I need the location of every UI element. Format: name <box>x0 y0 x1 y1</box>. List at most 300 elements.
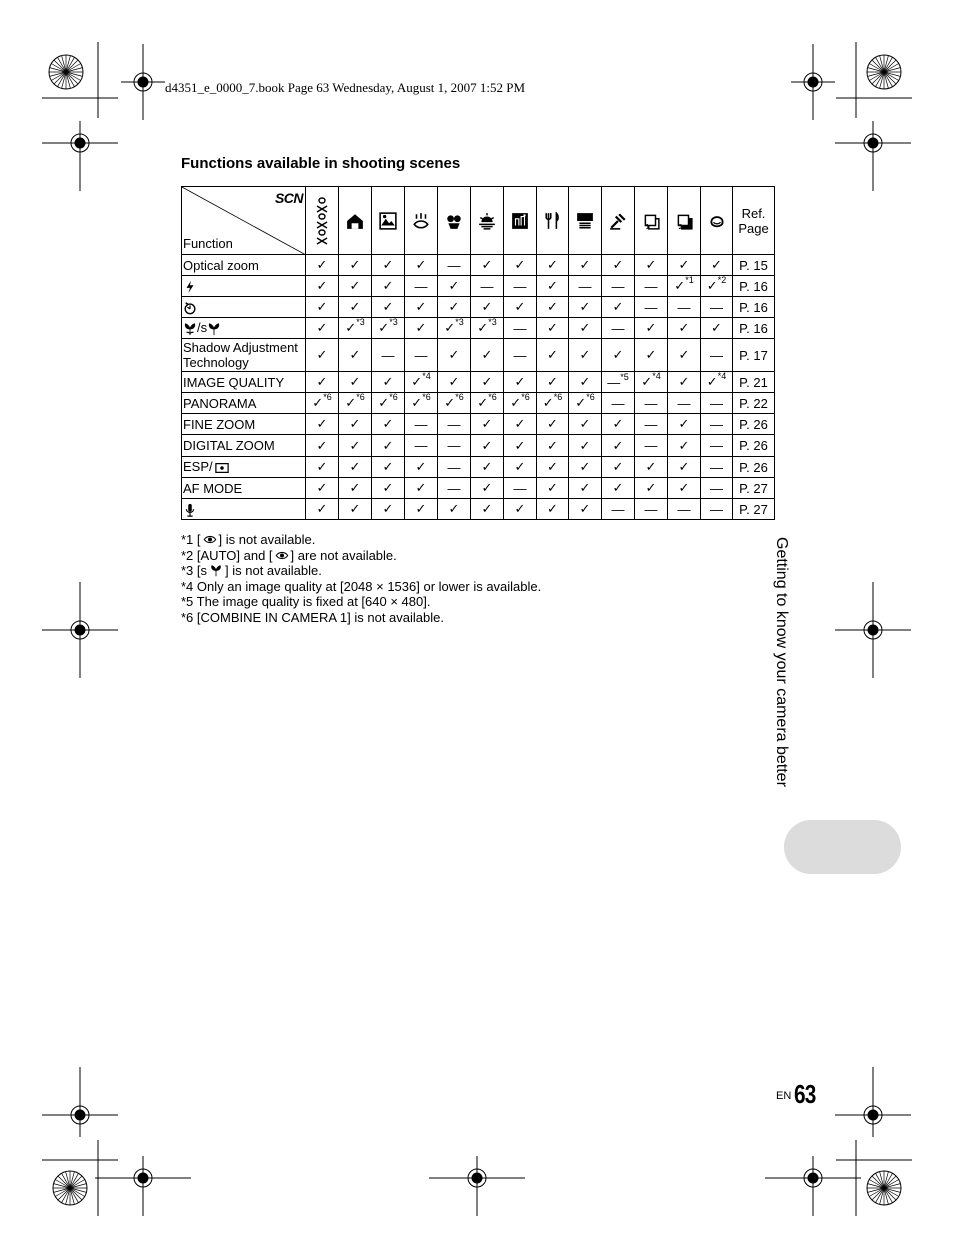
check-mark: ✓ <box>378 320 390 335</box>
table-cell <box>339 435 372 457</box>
table-cell <box>471 372 504 393</box>
footnote-ref: *3 <box>389 317 398 327</box>
table-cell <box>306 457 339 478</box>
table-cell <box>339 457 372 478</box>
night-icon <box>511 212 529 230</box>
footnote-ref: *6 <box>323 392 332 402</box>
check-mark: ✓ <box>477 395 489 410</box>
check-mark: ✓ <box>382 257 394 272</box>
table-cell <box>339 276 372 297</box>
dash-mark: — <box>578 278 592 294</box>
table-cell <box>471 435 504 457</box>
function-label <box>182 297 306 318</box>
table-cell <box>602 255 635 276</box>
table-cell <box>339 393 372 414</box>
check-mark: ✓ <box>411 374 423 389</box>
cuisine-icon <box>544 212 562 230</box>
function-label: AF MODE <box>182 478 306 499</box>
table-cell <box>339 339 372 372</box>
check-mark: ✓ <box>477 320 489 335</box>
check-mark: ✓ <box>514 437 526 453</box>
function-label <box>182 276 306 297</box>
table-cell <box>569 499 602 520</box>
check-mark: ✓ <box>345 320 357 335</box>
table-cell <box>471 276 504 297</box>
table-cell <box>405 339 438 372</box>
ref-page: P. 21 <box>733 372 775 393</box>
check-mark: ✓ <box>645 347 657 362</box>
check-mark: ✓ <box>711 257 722 272</box>
table-cell <box>537 339 569 372</box>
check-mark: ✓ <box>514 257 526 272</box>
table-cell <box>701 457 733 478</box>
ref-page: P. 16 <box>733 297 775 318</box>
table-cell <box>306 255 339 276</box>
table-row <box>182 318 775 339</box>
table-cell <box>471 499 504 520</box>
table-cell <box>471 478 504 499</box>
smile-shot-icon <box>708 212 726 230</box>
table-cell <box>306 276 339 297</box>
scene-column-header <box>471 187 504 255</box>
page-number: 63 <box>794 1079 816 1109</box>
check-mark: ✓ <box>316 416 328 431</box>
table-cell <box>602 276 635 297</box>
table-cell <box>635 414 668 435</box>
footnote-text: *6 [COMBINE IN CAMERA 1] is not available. <box>181 609 444 625</box>
book-header: d4351_e_0000_7.book Page 63 Wednesday, August 1, 2007 1:52 PM <box>165 80 526 95</box>
check-mark: ✓ <box>312 395 324 410</box>
dash-mark: — <box>611 278 625 294</box>
check-mark: ✓ <box>547 416 558 431</box>
table-cell <box>471 393 504 414</box>
check-mark: ✓ <box>547 374 558 389</box>
check-mark: ✓ <box>579 459 591 474</box>
check-mark: ✓ <box>579 416 591 431</box>
table-cell <box>405 457 438 478</box>
footnote-text: *3 [s <box>181 563 208 578</box>
scene-column-header <box>504 187 537 255</box>
footnote-ref: *3 <box>488 317 497 327</box>
check-mark: ✓ <box>579 437 591 453</box>
check-mark: ✓ <box>579 347 591 362</box>
scene-column-header <box>569 187 602 255</box>
scene-column-header <box>306 187 339 255</box>
table-cell <box>668 297 701 318</box>
check-mark: ✓ <box>612 459 624 474</box>
microphone-icon <box>183 503 197 517</box>
table-cell <box>569 414 602 435</box>
table-cell <box>438 435 471 457</box>
super-macro-icon <box>207 322 221 336</box>
table-cell <box>537 435 569 457</box>
dash-mark: — <box>644 438 658 453</box>
check-mark: ✓ <box>349 374 361 389</box>
check-mark: ✓ <box>678 320 690 335</box>
check-mark: ✓ <box>612 416 624 431</box>
ref-page: P. 27 <box>733 499 775 520</box>
function-label: PANORAMA <box>182 393 306 414</box>
table-cell <box>635 457 668 478</box>
table-cell <box>701 255 733 276</box>
table-cell <box>635 276 668 297</box>
scene-column-header <box>438 187 471 255</box>
table-cell <box>504 393 537 414</box>
footnote-text: ] is not available. <box>225 563 322 578</box>
check-mark: ✓ <box>612 437 624 453</box>
table-cell <box>504 339 537 372</box>
table-row <box>182 478 775 499</box>
check-mark: ✓ <box>415 320 427 335</box>
function-label: Shadow Adjustment Technology <box>182 339 306 372</box>
check-mark: ✓ <box>678 459 690 474</box>
table-cell <box>372 393 405 414</box>
table-cell <box>602 414 635 435</box>
dash-mark: — <box>414 438 428 453</box>
table-cell <box>701 339 733 372</box>
table-cell <box>701 499 733 520</box>
table-cell <box>569 393 602 414</box>
check-mark: ✓ <box>645 459 657 474</box>
function-label: Optical zoom <box>182 255 306 276</box>
check-mark: ✓ <box>481 416 493 431</box>
table-cell <box>306 393 339 414</box>
check-mark: ✓ <box>316 437 328 453</box>
ref-page: P. 17 <box>733 339 775 372</box>
table-cell <box>635 297 668 318</box>
svg-text:1: 1 <box>645 222 650 230</box>
footnote-ref: *6 <box>521 392 530 402</box>
check-mark: ✓ <box>547 320 558 335</box>
check-mark: ✓ <box>579 320 591 335</box>
table-cell <box>569 478 602 499</box>
table-cell <box>438 318 471 339</box>
footnote-ref: *6 <box>455 392 464 402</box>
check-mark: ✓ <box>349 257 361 272</box>
table-row <box>182 276 775 297</box>
footnote <box>181 563 541 579</box>
ref-page: P. 26 <box>733 414 775 435</box>
building-indoor-icon <box>346 212 364 230</box>
table-cell <box>569 318 602 339</box>
table-cell <box>372 297 405 318</box>
table-cell <box>635 435 668 457</box>
table-corner-cell <box>182 187 306 255</box>
ref-page: P. 27 <box>733 478 775 499</box>
scene-column-header <box>701 187 733 255</box>
table-cell <box>339 255 372 276</box>
section-title: Functions available in shooting scenes <box>181 155 461 172</box>
table-cell <box>372 414 405 435</box>
check-mark: ✓ <box>579 374 591 389</box>
footnote-ref: *3 <box>356 317 365 327</box>
super-macro-icon <box>207 564 225 577</box>
ref-page: P. 22 <box>733 393 775 414</box>
chapter-tab <box>784 820 901 874</box>
check-mark: ✓ <box>711 320 722 335</box>
function-label-text: ESP/ <box>183 459 213 475</box>
ref-page: P. 16 <box>733 318 775 339</box>
function-label: DIGITAL ZOOM <box>182 435 306 457</box>
chapter-side-label: Getting to know your camera better <box>773 537 790 787</box>
check-mark: ✓ <box>316 459 328 474</box>
check-mark: ✓ <box>641 374 653 389</box>
check-mark: ✓ <box>514 299 526 314</box>
table-cell <box>471 457 504 478</box>
check-mark: ✓ <box>514 501 526 516</box>
sport-icon <box>314 213 330 229</box>
table-row <box>182 339 775 372</box>
check-mark: ✓ <box>674 278 686 293</box>
check-mark: ✓ <box>444 320 456 335</box>
table-cell <box>668 339 701 372</box>
check-mark: ✓ <box>612 347 624 362</box>
table-cell <box>438 372 471 393</box>
dash-mark: — <box>710 480 723 496</box>
table-cell <box>438 393 471 414</box>
dash-mark: — <box>607 374 621 390</box>
footnote-text: *4 Only an image quality at [2048 × 1536] or lower is available. <box>181 578 542 594</box>
table-cell <box>701 318 733 339</box>
dash-mark: — <box>447 459 461 475</box>
table-cell <box>372 435 405 457</box>
table-cell <box>569 276 602 297</box>
check-mark: ✓ <box>415 501 427 516</box>
dash-mark: — <box>513 278 527 294</box>
check-mark: ✓ <box>612 299 624 314</box>
table-row <box>182 393 775 414</box>
check-mark: ✓ <box>382 501 394 516</box>
check-mark: ✓ <box>678 437 690 453</box>
table-cell <box>635 318 668 339</box>
table-cell <box>668 478 701 499</box>
check-mark: ✓ <box>514 416 526 431</box>
table-cell <box>372 255 405 276</box>
table-cell <box>339 478 372 499</box>
svg-text:2: 2 <box>678 222 683 230</box>
dash-mark: — <box>677 501 691 517</box>
table-cell <box>471 414 504 435</box>
table-cell <box>504 435 537 457</box>
table-cell <box>569 255 602 276</box>
dash-mark: — <box>513 347 527 363</box>
table-cell <box>537 393 569 414</box>
table-cell <box>438 276 471 297</box>
dash-mark: — <box>710 416 723 432</box>
check-mark: ✓ <box>382 480 394 495</box>
table-cell <box>438 297 471 318</box>
check-mark: ✓ <box>448 299 460 314</box>
check-mark: ✓ <box>547 459 558 474</box>
check-mark: ✓ <box>316 374 328 389</box>
portrait-icon <box>314 197 330 213</box>
table-cell <box>504 414 537 435</box>
table-cell <box>668 435 701 457</box>
table-row <box>182 435 775 457</box>
table-cell <box>569 339 602 372</box>
dash-mark: — <box>710 395 723 411</box>
table-cell <box>405 372 438 393</box>
footnote-ref: *2 <box>717 275 727 285</box>
table-cell <box>306 435 339 457</box>
documents-auction-icon <box>576 212 594 230</box>
table-cell <box>339 372 372 393</box>
ref-page: P. 16 <box>733 276 775 297</box>
table-cell <box>569 372 602 393</box>
table-cell <box>537 318 569 339</box>
dash-mark: — <box>710 299 723 315</box>
check-mark: ✓ <box>349 299 361 314</box>
scene-column-header <box>537 187 569 255</box>
scene-column-header <box>405 187 438 255</box>
table-cell <box>504 499 537 520</box>
scn-label: SCN <box>274 190 303 206</box>
dash-mark: — <box>677 395 691 411</box>
check-mark: ✓ <box>706 278 718 293</box>
table-cell <box>602 393 635 414</box>
check-mark: ✓ <box>678 374 690 389</box>
check-mark: ✓ <box>415 459 427 474</box>
table-cell <box>537 457 569 478</box>
check-mark: ✓ <box>678 480 690 495</box>
table-cell <box>569 297 602 318</box>
table-cell <box>405 414 438 435</box>
shoot-and-select-1-icon <box>642 212 660 230</box>
table-cell <box>405 276 438 297</box>
table-cell <box>405 318 438 339</box>
dash-mark: — <box>611 395 625 411</box>
footnote-ref: *6 <box>422 392 431 402</box>
check-mark: ✓ <box>378 395 390 410</box>
dash-mark: — <box>381 347 395 363</box>
candle-icon <box>445 212 463 230</box>
dash-mark: — <box>414 416 428 432</box>
check-mark: ✓ <box>547 437 558 453</box>
dash-mark: — <box>710 501 723 517</box>
check-mark: ✓ <box>316 501 328 516</box>
check-mark: ✓ <box>382 459 394 474</box>
scene-column-header <box>668 187 701 255</box>
footnote-ref: *3 <box>455 317 464 327</box>
table-cell <box>668 414 701 435</box>
check-mark: ✓ <box>645 320 657 335</box>
footnotes <box>181 532 541 625</box>
table-cell <box>701 414 733 435</box>
table-cell <box>438 255 471 276</box>
table-cell <box>537 499 569 520</box>
footnote-ref: *6 <box>389 392 398 402</box>
check-mark: ✓ <box>481 459 493 474</box>
table-cell <box>372 318 405 339</box>
table-cell <box>306 414 339 435</box>
dash-mark: — <box>644 416 658 432</box>
footnote-text: *1 [ <box>181 532 201 547</box>
check-mark: ✓ <box>678 257 690 272</box>
sunset-icon <box>478 212 496 230</box>
table-cell <box>701 435 733 457</box>
dash-mark: — <box>677 299 691 315</box>
red-eye-icon <box>201 533 219 546</box>
check-mark: ✓ <box>579 299 591 314</box>
table-cell <box>372 372 405 393</box>
footnote-ref: *5 <box>620 371 629 382</box>
footnote-ref: *6 <box>553 392 563 402</box>
table-cell <box>701 276 733 297</box>
scene-column-header <box>635 187 668 255</box>
table-cell <box>537 478 569 499</box>
check-mark: ✓ <box>415 480 427 495</box>
table-cell <box>537 255 569 276</box>
check-mark: ✓ <box>382 416 394 431</box>
check-mark: ✓ <box>678 416 690 431</box>
table-row <box>182 499 775 520</box>
table-cell <box>635 339 668 372</box>
scene-column-header <box>339 187 372 255</box>
table-cell <box>602 435 635 457</box>
self-timer-icon <box>183 301 197 315</box>
check-mark: ✓ <box>481 480 493 495</box>
check-mark: ✓ <box>575 395 587 410</box>
footnote-text: *5 The image quality is fixed at [640 × 480]. <box>181 594 431 609</box>
table-row <box>182 255 775 276</box>
footnote <box>181 610 541 626</box>
table-cell <box>504 255 537 276</box>
dash-mark: — <box>480 278 494 294</box>
check-mark: ✓ <box>316 299 328 314</box>
table-cell <box>306 478 339 499</box>
table-cell <box>306 318 339 339</box>
table-cell <box>438 499 471 520</box>
footnote <box>181 532 541 548</box>
table-cell <box>701 372 733 393</box>
check-mark: ✓ <box>382 299 394 314</box>
landscape-portrait-icon <box>379 212 397 230</box>
table-cell <box>339 499 372 520</box>
table-cell <box>537 276 569 297</box>
footnote-ref: *6 <box>586 392 595 402</box>
table-cell <box>668 393 701 414</box>
table-row <box>182 414 775 435</box>
table-cell <box>504 297 537 318</box>
table-cell <box>471 339 504 372</box>
table-cell <box>668 255 701 276</box>
dash-mark: — <box>447 416 461 432</box>
table-cell <box>405 499 438 520</box>
function-label: FINE ZOOM <box>182 414 306 435</box>
table-cell <box>504 372 537 393</box>
check-mark: ✓ <box>349 416 361 431</box>
check-mark: ✓ <box>415 299 427 314</box>
footnote-ref: *6 <box>488 392 497 402</box>
ref-page: P. 26 <box>733 457 775 478</box>
check-mark: ✓ <box>547 278 558 293</box>
table-cell <box>372 478 405 499</box>
table-cell <box>569 457 602 478</box>
table-cell <box>405 435 438 457</box>
dash-mark: — <box>513 320 527 336</box>
check-mark: ✓ <box>547 480 558 495</box>
footnote <box>181 594 541 610</box>
table-cell <box>306 297 339 318</box>
table-cell <box>471 255 504 276</box>
footnote-text: ] are not available. <box>290 547 397 563</box>
check-mark: ✓ <box>645 257 657 272</box>
check-mark: ✓ <box>448 347 460 362</box>
table-cell <box>438 478 471 499</box>
table-cell <box>701 297 733 318</box>
check-mark: ✓ <box>349 501 361 516</box>
function-label: IMAGE QUALITY <box>182 372 306 393</box>
